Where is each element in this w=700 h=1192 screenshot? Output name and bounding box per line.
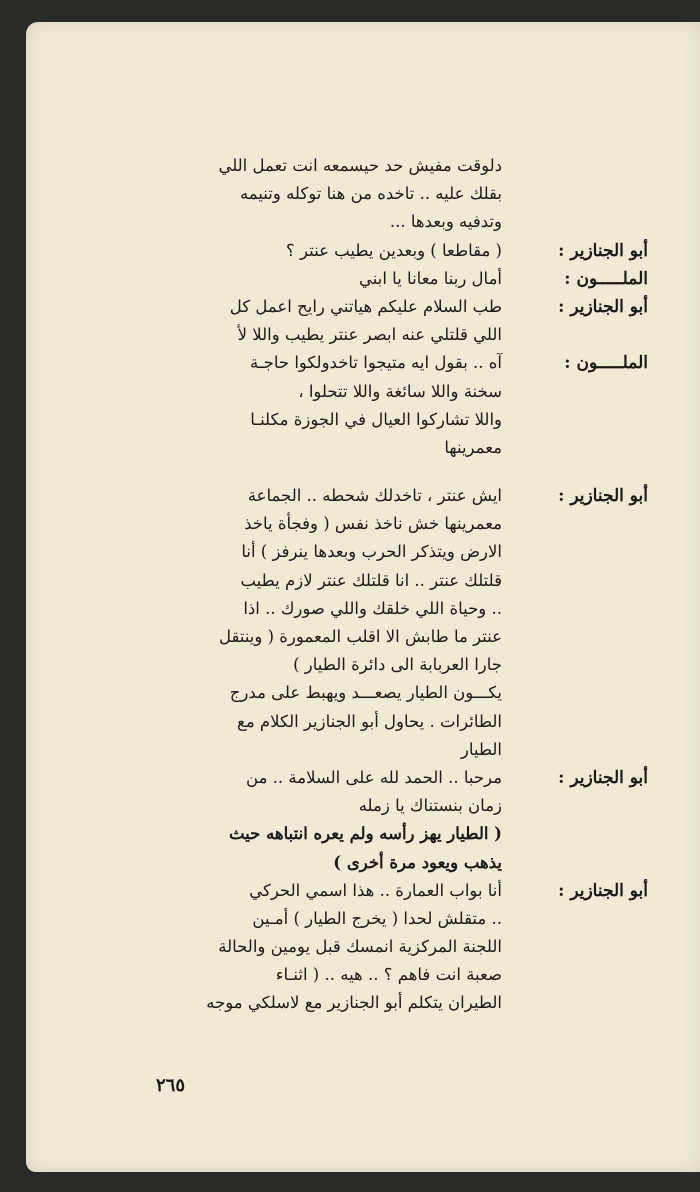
line-text: قلتلك عنتر .. انا قلتلك عنتر لازم يطيب [240,570,502,590]
speaker-name: أبو الجنازير : [558,880,648,901]
line-text: زمان بنستناك يا زمله [358,796,502,816]
line-text: يذهب ويعود مرة أخرى ) [333,852,502,872]
dialogue-line [148,434,648,462]
dialogue-line [148,180,648,208]
line-text: طب السلام عليكم هياتني رايح اعمل كل [229,296,502,316]
dialogue-line [148,792,648,820]
line-text: الطائرات . يحاول أبو الجنازير الكلام مع [237,711,502,731]
dialogue-line [148,595,648,623]
line-text: يكـــون الطيار يصعـــد ويهبط على مدرج [229,683,502,703]
dialogue-line [148,877,648,905]
line-text: صعبة انت فاهم ؟ .. هيه .. ( اثنـاء [275,965,502,985]
line-text: سخنة واللا سائغة واللا تتحلوا ، [298,381,502,401]
line-text: ( الطيار يهز رأسه ولم يعره انتباهه حيث [228,824,502,844]
dialogue-line [148,349,648,377]
line-text: آه .. بقول ايه متيجوا تاخدولكوا حاجـة [249,353,502,373]
book-page [26,22,700,1172]
line-text: مرحبا .. الحمد لله على السلامة .. من [246,767,502,787]
line-text: الطيار [460,739,502,759]
line-text: ( مقاطعا ) وبعدين يطيب عنتر ؟ [286,240,502,260]
line-text: معمرينها [444,437,502,457]
dialogue-line [148,623,648,651]
line-text: الطيران يتكلم أبو الجنازير مع لاسلكي موجه [206,993,502,1013]
speaker-name: أبو الجنازير : [558,767,648,788]
dialogue-line [148,567,648,595]
dialogue-line [148,482,648,510]
dialogue-line [148,764,648,792]
speaker-name: الملـــــون : [564,268,648,289]
dialogue-line [148,321,648,349]
line-text: .. متقلش لحدا ( يخرج الطيار ) أمـين [252,908,502,928]
dialogue-line [148,933,648,961]
line-text: .. وحياة اللي خلقك واللي صورك .. اذا [243,598,502,618]
dialogue-line [148,378,648,406]
line-text: أنا بواب العمارة .. هذا اسمي الحركي [249,880,502,900]
dialogue-line [148,905,648,933]
dialogue-line [148,538,648,566]
line-text: بقلك عليه .. تاخده من هنا توكله وتنيمه [239,184,502,204]
line-text: الارض ويتذكر الحرب وبعدها ينرفز ) أنا [241,542,502,562]
line-text: جارا العربابة الى دائرة الطيار ) [293,655,502,675]
line-text: واللا تشاركوا العيال في الجوزة مكلنـا [250,409,502,429]
line-text: ايش عنتر ، تاخدلك شحطه .. الجماعة [247,486,502,506]
stage-direction [148,708,648,736]
dialogue-line [148,651,648,679]
speaker-name: أبو الجنازير : [558,486,648,507]
line-text: معمرينها خش ناخذ نفس ( وفجأة ياخذ [244,514,502,534]
line-text: اللجنة المركزية انمسك قبل يومين والحالة [218,937,502,957]
line-text: اللي قلتلي عنه ابصر عنتر يطيب واللا لأ [237,325,502,345]
dialogue-line [148,989,648,1017]
line-text: عنتر ما طابش الا اقلب المعمورة ( وينتقل [219,627,502,646]
dialogue-line [148,237,648,265]
dialogue-line [148,152,648,180]
stage-direction [148,679,648,707]
dialogue-line [148,961,648,989]
line-text: وتدفيه وبعدها ... [389,212,502,232]
stage-direction [148,849,648,877]
dialogue-line [148,265,648,293]
dialogue-line [148,510,648,538]
line-text: أمال ربنا معانا يا ابني [359,268,502,288]
speaker-name: الملـــــون : [564,353,648,374]
page-number: ٢٦٥ [156,1075,186,1096]
speaker-name: أبو الجنازير : [558,296,648,317]
dialogue-line [148,406,648,434]
stage-direction [148,820,648,848]
stage-direction [148,736,648,764]
paragraph-gap [148,462,648,482]
line-text: دلوقت مفيش حد حيسمعه انت تعمل اللي [218,156,502,175]
script-text [148,152,648,1018]
dialogue-line [148,208,648,236]
dialogue-line [148,293,648,321]
speaker-name: أبو الجنازير : [558,240,648,261]
